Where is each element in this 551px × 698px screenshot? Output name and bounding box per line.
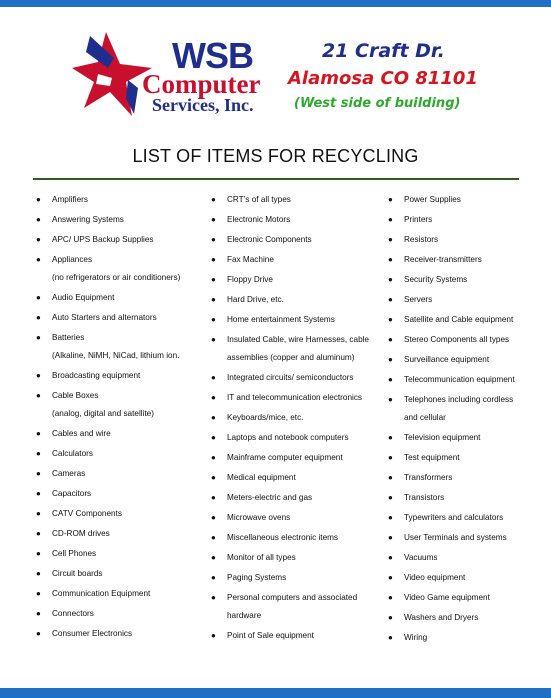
address-note: (West side of building) xyxy=(294,96,461,111)
list-item-label: Laptops and notebook computers xyxy=(227,433,349,442)
list-item xyxy=(211,388,383,408)
bullet-dot-icon: ● xyxy=(36,489,41,498)
list-item xyxy=(36,564,206,584)
list-item xyxy=(211,626,383,646)
bullet-dot-icon: ● xyxy=(388,215,393,224)
address-city: Alamosa CO 81101 xyxy=(288,68,478,89)
list-item xyxy=(211,310,383,330)
list-item xyxy=(388,310,548,330)
list-item xyxy=(388,330,548,350)
bullet-dot-icon: ● xyxy=(211,631,216,640)
list-item xyxy=(388,190,548,210)
bullet-dot-icon: ● xyxy=(36,391,41,400)
list-item-label: Fax Machine xyxy=(227,255,274,264)
list-item xyxy=(36,504,206,524)
bullet-dot-icon: ● xyxy=(388,255,393,264)
bullet-dot-icon: ● xyxy=(388,493,393,502)
bullet-dot-icon: ● xyxy=(388,453,393,462)
bullet-dot-icon: ● xyxy=(36,333,41,342)
list-item xyxy=(36,584,206,604)
bullet-dot-icon: ● xyxy=(388,593,393,602)
list-item-label: CRT’s of all types xyxy=(227,195,291,204)
list-item-label: Washers and Dryers xyxy=(404,613,479,622)
list-item xyxy=(211,330,383,368)
bullet-dot-icon: ● xyxy=(36,509,41,518)
logo-services-text: Services, Inc. xyxy=(152,95,254,115)
bullet-dot-icon: ● xyxy=(211,513,216,522)
bullet-dot-icon: ● xyxy=(36,589,41,598)
list-item-label: Communication Equipment xyxy=(52,589,151,598)
title-divider xyxy=(33,178,519,180)
bullet-dot-icon: ● xyxy=(36,549,41,558)
bullet-dot-icon: ● xyxy=(211,473,216,482)
list-item-label: IT and telecommunication electronics xyxy=(227,393,363,402)
list-item xyxy=(211,568,383,588)
list-item xyxy=(36,524,206,544)
list-item xyxy=(388,588,548,608)
list-item xyxy=(388,350,548,370)
list-item xyxy=(211,528,383,548)
list-item xyxy=(36,624,206,644)
list-item xyxy=(211,250,383,270)
bullet-dot-icon: ● xyxy=(388,235,393,244)
list-item xyxy=(211,270,383,290)
bullet-dot-icon: ● xyxy=(211,453,216,462)
list-item-label: Calculators xyxy=(52,449,93,458)
list-item-label: Batteries xyxy=(52,333,85,342)
list-item-label: Transformers xyxy=(404,473,453,482)
bullet-dot-icon: ● xyxy=(388,613,393,622)
list-item-label: Telephones including cordless xyxy=(404,395,514,404)
list-item-label: Auto Starters and alternators xyxy=(52,313,157,322)
page-title: LIST OF ITEMS FOR RECYCLING xyxy=(132,146,419,166)
bullet-dot-icon: ● xyxy=(36,569,41,578)
bullet-dot-icon: ● xyxy=(388,335,393,344)
bullet-dot-icon: ● xyxy=(36,429,41,438)
bullet-dot-icon: ● xyxy=(388,295,393,304)
list-item-label: Receiver-transmitters xyxy=(404,255,482,264)
list-item xyxy=(388,548,548,568)
list-item-label: Insulated Cable, wire Harnesses, cable xyxy=(227,335,369,344)
list-item-label: Integrated circuits/ semiconductors xyxy=(227,373,354,382)
list-item xyxy=(388,428,548,448)
list-item xyxy=(211,368,383,388)
list-item xyxy=(36,444,206,464)
list-item xyxy=(36,250,206,288)
bullet-dot-icon: ● xyxy=(211,295,216,304)
list-item xyxy=(211,230,383,250)
bottom-border-bar xyxy=(0,688,551,698)
list-item xyxy=(388,528,548,548)
list-item-label: Electronic Components xyxy=(227,235,312,244)
list-item-label: Paging Systems xyxy=(227,573,287,582)
list-item-label: CATV Components xyxy=(52,509,122,518)
bullet-dot-icon: ● xyxy=(388,473,393,482)
list-item-label: User Terminals and systems xyxy=(404,533,507,542)
bullet-dot-icon: ● xyxy=(36,449,41,458)
list-item-detail: (analog, digital and satellite) xyxy=(52,409,154,418)
list-item-label: Wiring xyxy=(404,633,428,642)
list-item xyxy=(211,588,383,626)
list-item-label: Cameras xyxy=(52,469,86,478)
bullet-dot-icon: ● xyxy=(211,235,216,244)
list-item-detail: assemblies (copper and aluminum) xyxy=(227,353,355,362)
list-item-label: Connectors xyxy=(52,609,94,618)
list-item-label: Video equipment xyxy=(404,573,466,582)
list-item-label: Point of Sale equipment xyxy=(227,631,314,640)
list-item-label: Personal computers and associated xyxy=(227,593,358,602)
list-item xyxy=(388,210,548,230)
bullet-dot-icon: ● xyxy=(211,275,216,284)
bullet-dot-icon: ● xyxy=(388,355,393,364)
list-item-label: Monitor of all types xyxy=(227,553,296,562)
list-item-label: Surveillance equipment xyxy=(404,355,490,364)
list-item xyxy=(388,370,548,390)
list-item-label: Printers xyxy=(404,215,433,224)
recycling-list-column-3 xyxy=(388,190,548,648)
list-item-label: Television equipment xyxy=(404,433,481,442)
list-item-label: Appliances xyxy=(52,255,93,264)
list-item-label: APC/ UPS Backup Supplies xyxy=(52,235,154,244)
list-item-label: Servers xyxy=(404,295,433,304)
bullet-dot-icon: ● xyxy=(388,633,393,642)
list-item-label: Vacuums xyxy=(404,553,438,562)
list-item-label: Security Systems xyxy=(404,275,468,284)
list-item xyxy=(211,408,383,428)
list-item xyxy=(388,468,548,488)
list-item xyxy=(388,628,548,648)
list-item xyxy=(211,210,383,230)
list-item xyxy=(211,428,383,448)
list-item-detail: hardware xyxy=(227,611,262,620)
list-item xyxy=(388,608,548,628)
list-item xyxy=(36,190,206,210)
bullet-dot-icon: ● xyxy=(211,335,216,344)
bullet-dot-icon: ● xyxy=(388,513,393,522)
bullet-dot-icon: ● xyxy=(388,553,393,562)
list-item xyxy=(388,390,548,428)
list-item xyxy=(36,484,206,504)
list-item-label: Mainframe computer equipment xyxy=(227,453,343,462)
bullet-dot-icon: ● xyxy=(36,469,41,478)
list-item-label: Meters-electric and gas xyxy=(227,493,313,502)
list-item-label: Audio Equipment xyxy=(52,293,115,302)
list-item-label: Electronic Motors xyxy=(227,215,291,224)
list-item-label: Satellite and Cable equipment xyxy=(404,315,514,324)
bullet-dot-icon: ● xyxy=(211,255,216,264)
bullet-dot-icon: ● xyxy=(36,313,41,322)
bullet-dot-icon: ● xyxy=(36,609,41,618)
list-item-label: Resistors xyxy=(404,235,439,244)
list-item-label: Stereo Components all types xyxy=(404,335,510,344)
bullet-dot-icon: ● xyxy=(211,413,216,422)
bullet-dot-icon: ● xyxy=(388,275,393,284)
list-item-label: Power Supplies xyxy=(404,195,461,204)
bullet-dot-icon: ● xyxy=(36,529,41,538)
list-item xyxy=(388,290,548,310)
bullet-dot-icon: ● xyxy=(211,573,216,582)
logo-wsb-text: WSB xyxy=(172,35,253,76)
list-item-label: Consumer Electronics xyxy=(52,629,133,638)
list-item xyxy=(36,366,206,386)
list-item xyxy=(36,328,206,366)
bullet-dot-icon: ● xyxy=(211,533,216,542)
bullet-dot-icon: ● xyxy=(211,553,216,562)
list-item xyxy=(211,190,383,210)
list-item-label: Cables and wire xyxy=(52,429,111,438)
list-item-detail: and cellular xyxy=(404,413,446,422)
bullet-dot-icon: ● xyxy=(388,395,393,404)
bullet-dot-icon: ● xyxy=(388,315,393,324)
bullet-dot-icon: ● xyxy=(211,493,216,502)
list-item xyxy=(211,448,383,468)
bullet-dot-icon: ● xyxy=(388,195,393,204)
list-item xyxy=(388,508,548,528)
list-item-label: Cell Phones xyxy=(52,549,97,558)
list-item-label: Broadcasting equipment xyxy=(52,371,141,380)
bullet-dot-icon: ● xyxy=(36,371,41,380)
top-border-bar xyxy=(0,0,551,7)
list-item-label: Miscellaneous electronic items xyxy=(227,533,339,542)
list-item-label: Transistors xyxy=(404,493,445,502)
recycling-list-column-1 xyxy=(36,190,206,644)
list-item xyxy=(36,464,206,484)
list-item-label: Circuit boards xyxy=(52,569,103,578)
bullet-dot-icon: ● xyxy=(211,215,216,224)
bullet-dot-icon: ● xyxy=(388,533,393,542)
bullet-dot-icon: ● xyxy=(211,393,216,402)
list-item xyxy=(36,386,206,424)
list-item xyxy=(388,448,548,468)
list-item-label: Floppy Drive xyxy=(227,275,273,284)
logo-computer-text: Computer xyxy=(142,69,261,99)
list-item-label: Typewriters and calculators xyxy=(404,513,504,522)
list-item-label: Amplifiers xyxy=(52,195,88,204)
list-item-label: Video Game equipment xyxy=(404,593,490,602)
bullet-dot-icon: ● xyxy=(388,433,393,442)
list-item-label: Cable Boxes xyxy=(52,391,99,400)
list-item xyxy=(211,488,383,508)
list-item xyxy=(388,488,548,508)
list-item xyxy=(211,508,383,528)
list-item xyxy=(36,308,206,328)
bullet-dot-icon: ● xyxy=(211,433,216,442)
list-item xyxy=(36,604,206,624)
list-item-label: Medical equipment xyxy=(227,473,296,482)
list-item-detail: (Alkaline, NiMH, NiCad, lithium ion. xyxy=(52,351,180,360)
bullet-dot-icon: ● xyxy=(388,573,393,582)
list-item-label: Telecommunication equipment xyxy=(404,375,515,384)
list-item-label: Answering Systems xyxy=(52,215,124,224)
list-item xyxy=(36,210,206,230)
list-item xyxy=(388,250,548,270)
list-item-label: Capacitors xyxy=(52,489,92,498)
list-item-label: Hard Drive, etc. xyxy=(227,295,284,304)
list-item-label: Home entertainment Systems xyxy=(227,315,335,324)
list-item xyxy=(36,424,206,444)
list-item xyxy=(36,544,206,564)
list-item-label: Keyboards/mice, etc. xyxy=(227,413,304,422)
list-item-label: CD-ROM drives xyxy=(52,529,110,538)
bullet-dot-icon: ● xyxy=(36,215,41,224)
company-logo xyxy=(72,28,292,120)
bullet-dot-icon: ● xyxy=(211,373,216,382)
bullet-dot-icon: ● xyxy=(388,375,393,384)
list-item-label: Test equipment xyxy=(404,453,460,462)
bullet-dot-icon: ● xyxy=(36,195,41,204)
bullet-dot-icon: ● xyxy=(36,629,41,638)
bullet-dot-icon: ● xyxy=(36,255,41,264)
list-item-detail: (no refrigerators or air conditioners) xyxy=(52,273,181,282)
bullet-dot-icon: ● xyxy=(36,235,41,244)
bullet-dot-icon: ● xyxy=(211,593,216,602)
list-item xyxy=(388,270,548,290)
bullet-dot-icon: ● xyxy=(211,195,216,204)
list-item xyxy=(388,230,548,250)
address-street: 21 Craft Dr. xyxy=(322,40,445,62)
list-item xyxy=(211,468,383,488)
list-item-label: Microwave ovens xyxy=(227,513,291,522)
bullet-dot-icon: ● xyxy=(36,293,41,302)
list-item xyxy=(388,568,548,588)
list-item xyxy=(211,290,383,310)
list-item xyxy=(211,548,383,568)
bullet-dot-icon: ● xyxy=(211,315,216,324)
list-item xyxy=(36,230,206,250)
recycling-list-column-2 xyxy=(211,190,383,646)
list-item xyxy=(36,288,206,308)
